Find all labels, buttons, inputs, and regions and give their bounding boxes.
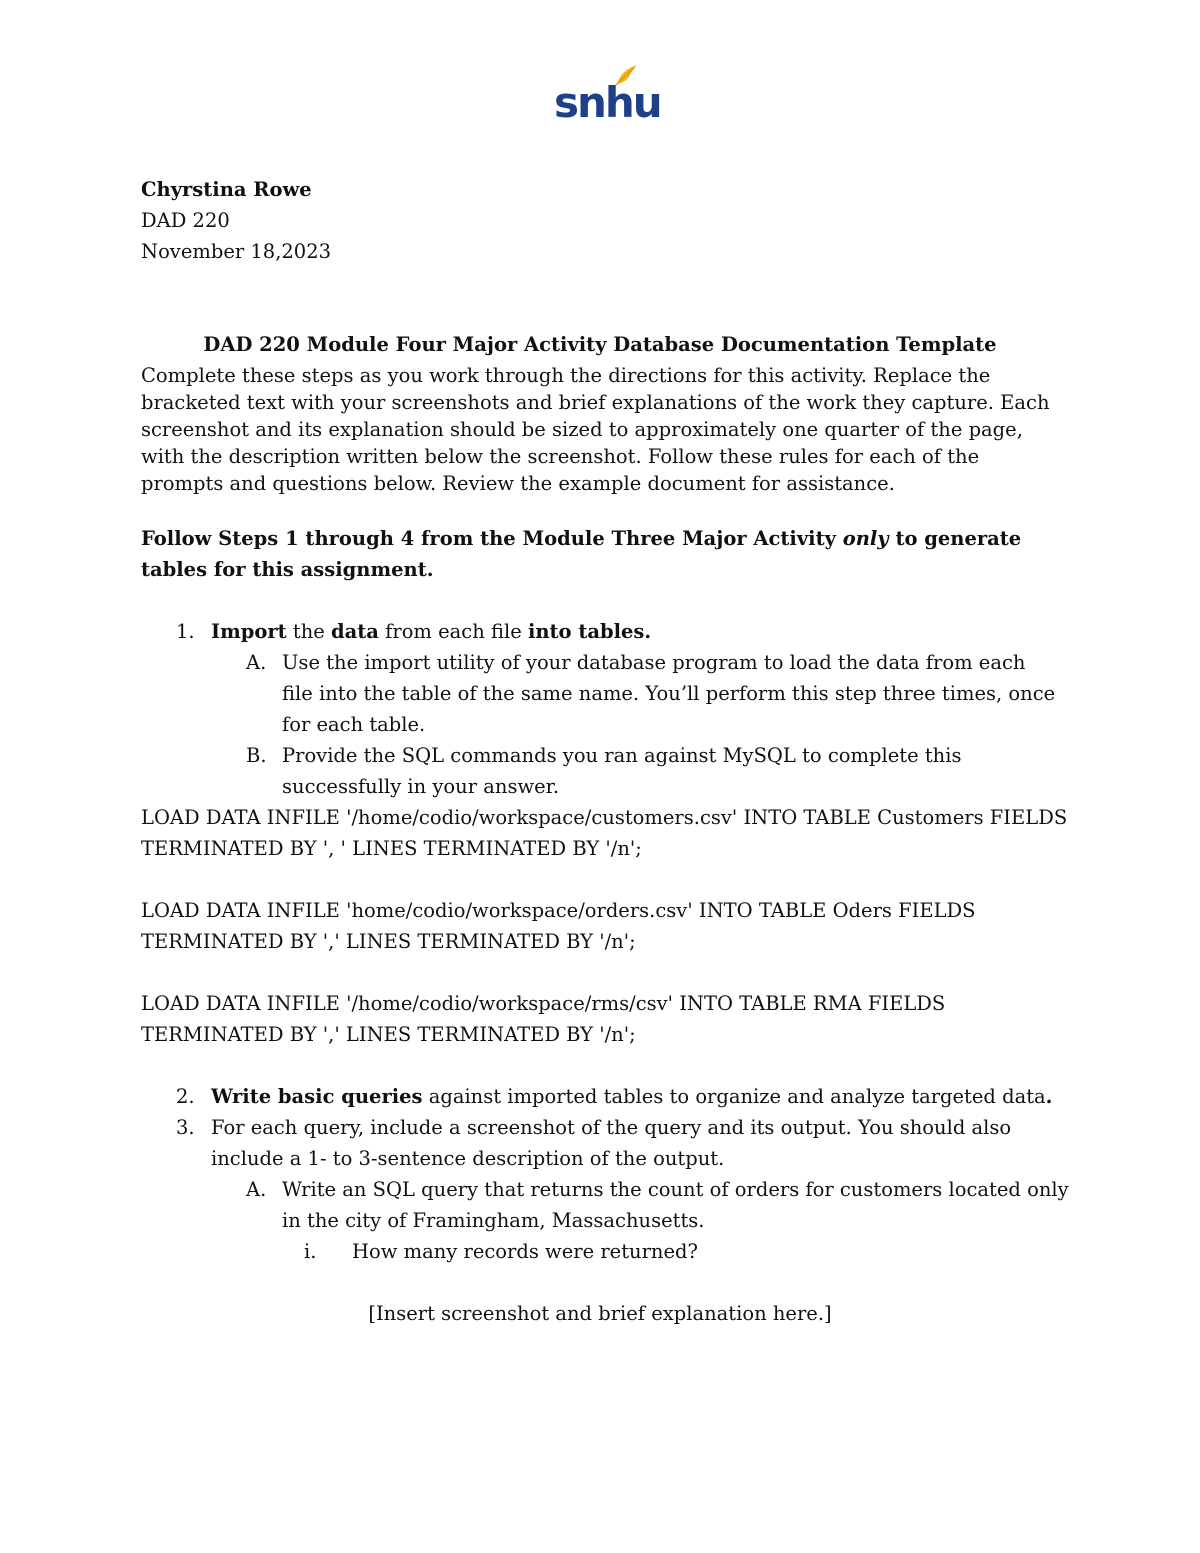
step-3ai-marker: i. bbox=[304, 1240, 317, 1263]
sql-command-orders: LOAD DATA INFILE 'home/codio/workspace/orders.csv' INTO TABLE Oders FIELDS TERMINATED BY ',' LINES TERMINATED BY '/n'; bbox=[141, 899, 976, 953]
document-title: DAD 220 Module Four Major Activity Database Documentation Template bbox=[203, 333, 997, 356]
step-1b-text: Provide the SQL commands you ran against MySQL to complete this successfully in your answer. bbox=[282, 744, 962, 798]
step-1-text-b: from each file bbox=[378, 620, 528, 643]
step-1-bold-import: Import bbox=[211, 620, 287, 643]
step-3ai-text: How many records were returned? bbox=[352, 1240, 698, 1263]
sql-command-customers: LOAD DATA INFILE '/home/codio/workspace/customers.csv' INTO TABLE Customers FIELDS TERMINATED BY ', ' LINES TERMINATED BY '/n'; bbox=[141, 806, 1068, 860]
screenshot-placeholder: [Insert screenshot and brief explanation here.] bbox=[368, 1302, 832, 1325]
step-3a-text: Write an SQL query that returns the count of orders for customers located only in the city of Framingham, Massachusetts. bbox=[282, 1178, 1069, 1232]
step-1a-marker: A. bbox=[246, 651, 267, 674]
step-1-text bbox=[211, 616, 1071, 647]
step-3-number: 3. bbox=[176, 1116, 195, 1139]
instructions-text-2: to generate tables for this assignment. bbox=[141, 527, 1022, 581]
course-code: DAD 220 bbox=[141, 209, 230, 232]
step-3a-marker: A. bbox=[246, 1178, 267, 1201]
step-2-number: 2. bbox=[176, 1085, 195, 1108]
step-1-bold-data: data bbox=[331, 620, 379, 643]
step-1a-text: Use the import utility of your database program to load the data from each file into the table of the same name. You’ll perform this step three times, once for each table. bbox=[282, 651, 1056, 736]
step-3-text: For each query, include a screenshot of the query and its output. You should also include a 1- to 3-sentence description of the output. bbox=[211, 1116, 1012, 1170]
step-1-bold-tables: into tables. bbox=[527, 620, 652, 643]
document-date: November 18,2023 bbox=[141, 240, 332, 263]
intro-paragraph: Complete these steps as you work through the directions for this activity. Replace the bracketed text with your screenshots and brief explanations of the work they capture. Each screenshot and its explanation should be sized to approximately one quarter of the page, with the description written below the screenshot. Follow these rules for each of the prompts and questions below. Review the example document for assistance. bbox=[141, 364, 1050, 495]
logo-wordmark: snhu bbox=[554, 78, 661, 127]
student-name: Chyrstina Rowe bbox=[141, 178, 312, 201]
instructions-heading bbox=[141, 523, 1071, 585]
snhu-logo bbox=[554, 64, 661, 127]
instructions-text-1: Follow Steps 1 through 4 from the Module Three Major Activity bbox=[141, 527, 843, 550]
step-2-bold: Write basic queries bbox=[211, 1085, 423, 1108]
step-2-text bbox=[211, 1081, 1091, 1112]
step-1-text-a: the bbox=[286, 620, 332, 643]
instructions-emphasis: only bbox=[842, 527, 889, 550]
step-1-number: 1. bbox=[176, 620, 195, 643]
sql-command-rma: LOAD DATA INFILE '/home/codio/workspace/rms/csv' INTO TABLE RMA FIELDS TERMINATED BY ',' LINES TERMINATED BY '/n'; bbox=[141, 992, 946, 1046]
step-1b-marker: B. bbox=[246, 744, 267, 767]
step-2-period: . bbox=[1045, 1085, 1053, 1108]
step-2-body: against imported tables to organize and analyze targeted data bbox=[422, 1085, 1046, 1108]
